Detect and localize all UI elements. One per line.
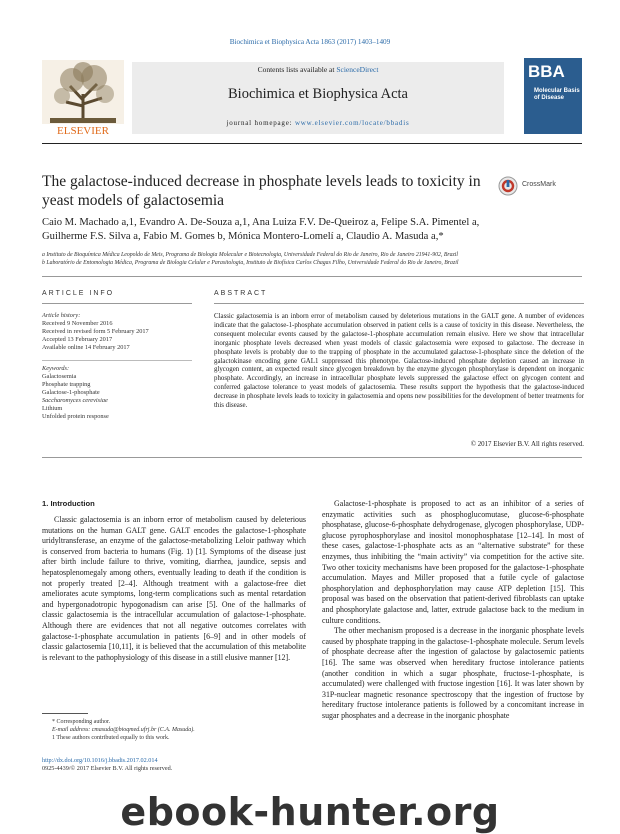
authors-line-1: Caio M. Machado a,1, Evandro A. De-Souza a,1, Ana Luiza F.V. De-Queiroz a, Felipe S.A. Pimentel a,: [42, 217, 480, 228]
homepage-line: [132, 119, 504, 127]
crossmark-icon: [498, 176, 518, 196]
footnote-email[interactable]: E-mail address: cmasuda@bioqmed.ufrj.br (C.A. Masuda).: [52, 727, 195, 733]
keyword: Lithium: [42, 405, 63, 412]
affiliation-rule: [42, 276, 582, 277]
homepage-link[interactable]: www.elsevier.com/locate/bbadis: [294, 119, 410, 127]
footnote-equal-contribution: 1 These authors contributed equally to this work.: [52, 735, 170, 741]
paragraph: Galactose-1-phosphate is proposed to act as an inhibitor of a series of enzymatic activities such as phosphoglucomutase, glucose-6-phosphate phosphatase, glucose-6-phosphate dehydrogenase, glycogen phosphorylase, UDP-glucose pyrophosphorylase and inositol monophosphatase [12–14]. In most of these cases, galactose-1-phosphate acts as an “alternative substrate” for these enzymes, thus inhibiting the “main activity” via competition for the active site. Two other toxicity mechanisms have been proposed for the galactose-1-phosphate accumulation. Mayes and Miller proposed that a futile cycle of galactose phosphorylation and dephosphorylation may cause ATP depletion [15]. This proposal was based on the observation that patient-derived fibroblasts can uptake and phosphorylate galactose and, latter, extrude galactose back to the medium in culture conditions.: [322, 499, 584, 625]
keyword: Phosphate trapping: [42, 381, 91, 388]
elsevier-logo: [42, 60, 124, 138]
abstract-text: Classic galactosemia is an inborn error of metabolism caused by deleterious mutations in the GALT gene. A number of evidences indicate that the galactose-1-phosphate accumulation observed in patient cells is a cause of toxicity in this disease. Nevertheless, the consequent molecular events caused by the galactose-1-phosphate accumulation remain elusive. Here we show that intracellular inorganic phosphate levels decreased when yeast models of classic galactosemia were exposed to galactose. The decrease in phosphate levels is probably due to the trapping of phosphate in the accumulated galactose-1-phosphate since the deletion of the galactokinase encoding gene GAL1 suppressed this phenotype. Galactose-induced phosphate depletion caused an increase in glycogen content, an expected result since glycogen breakdown by the enzyme glycogen phosphorylase is dependent on inorganic phosphate. Accordingly, an increase in intracellular phosphate levels suppressed the galactose effect on glycogen content and conferred galactose tolerance to yeast models of galactosemia. These results support the hypothesis that the galactose-induced decrease in phosphate levels leads to toxicity in galactosemia and opens new possibilities for the development of better treatments for this disease.: [214, 313, 584, 410]
history-label: Article history:: [42, 312, 81, 319]
journal-reference[interactable]: Biochimica et Biophysica Acta 1863 (2017) 1403–1409: [229, 38, 391, 46]
crossmark-badge[interactable]: [498, 176, 588, 196]
doi-block: [42, 757, 322, 773]
journal-title: Biochimica et Biophysica Acta: [228, 86, 408, 102]
sciencedirect-link[interactable]: ScienceDirect: [336, 65, 379, 74]
keyword: Galactosemia: [42, 373, 77, 380]
paragraph: The other mechanism proposed is a decrease in the inorganic phosphate levels caused by phosphate trapping in the galactose-1-phosphate molecule. Serum levels of phosphate decrease after the ingestion of galactose by galactosemic patients [16]. The same was observed when hereditary fructose intolerance patients (another condition in which a sugar phosphate, fructose-1-phosphate, is accumulated) were challenged with fructose ingestion [16]. It was later shown by 31P-nuclear magnetic resonance spectroscopy that the ingestion of fructose by hereditary fructose intolerance patients is followed by a concomitant increase in sugar phosphates and a decrease in the inorganic phosphate: [322, 626, 584, 720]
history-item: Accepted 13 February 2017: [42, 336, 113, 343]
article-info-heading: ARTICLE INFO: [42, 290, 115, 297]
issn-line: 0925-4439/© 2017 Elsevier B.V. All rights reserved.: [42, 765, 173, 772]
affiliation-b: b Laboratório de Entomologia Médica, Programa de Biologia Celular e Parasitologia, Instituto de Biofísica Carlos Chagas Filho, Universidade Federal do Rio de Janeiro, Brazil: [42, 260, 459, 266]
article-title: The galactose-induced decrease in phosphate levels leads to toxicity in yeast models of galactosemia: [42, 173, 481, 209]
footnote-corresponding: * Corresponding author.: [52, 719, 111, 725]
keyword: Saccharomyces cerevisiae: [42, 397, 108, 404]
elsevier-wordmark: ELSEVIER: [57, 125, 109, 137]
history-item: Received 9 November 2016: [42, 320, 113, 327]
paragraph: Classic galactosemia is an inborn error of metabolism caused by deleterious mutations on the human GALT gene. GALT encodes the galactose-1-phosphate uridyltransferase, an enzyme of the galactose-metabolizing Leloir pathway which is conserved from bacteria to humans (Fig. 1) [1]. Symptoms of the disease just after birth include failure to thrive, vomiting, diarrhea, jaundice, sepsis and hepatosplenomegaly among others, eventually leading to death if the condition is not properly treated [2–4]. Although treatment with a galactose-free diet ameliorates acute symptoms, long-term complications such as mental retardation and hypergonadotropic hypogonadism can arise [5]. One of the hallmarks of classic galactosemia is the intracellular accumulation of galactose-1-phosphate. Although there are evidences that not all negative outcomes correlates with galactose-1-phosphate accumulation in patients [6–9] and in other models of classic galactosemia [10,11], it is believed that the accumulation of this metabolite is relevant to the pathophysiology of this disease in a still elusive manner [12].: [42, 515, 306, 662]
journal-cover: [524, 58, 582, 134]
contents-label: Contents lists available at: [257, 65, 337, 74]
abstract-heading: ABSTRACT: [214, 290, 268, 297]
keyword: Unfolded protein response: [42, 413, 109, 420]
keyword: Galactose-1-phosphate: [42, 389, 100, 396]
body-column-right: [322, 499, 584, 721]
info-divider: [42, 360, 192, 361]
article-info-rule: [42, 303, 192, 304]
section-heading-introduction: 1. Introduction: [42, 499, 95, 508]
history-item: Received in revised form 5 February 2017: [42, 328, 149, 335]
affiliation-a: a Instituto de Bioquímica Médica Leopoldo de Meis, Programa de Biologia Molecular e Biotecnologia, Universidade Federal do Rio de Janeiro, Rio de Janeiro 21941-902, Brazil: [42, 252, 459, 258]
authors-line-2: Guilherme F.S. Silva a, Fabio M. Gomes b, Mónica Montero-Lomelí a, Claudio A. Masuda a,*: [42, 231, 444, 242]
crossmark-label: CrossMark: [522, 181, 556, 188]
footnotes: [42, 718, 306, 742]
abstract-copyright: © 2017 Elsevier B.V. All rights reserved.: [470, 441, 584, 448]
journal-masthead: [42, 62, 582, 138]
article-info: [42, 312, 192, 421]
author-list: [42, 216, 582, 244]
keywords-label: Keywords:: [42, 365, 70, 372]
abstract-bottom-rule: [42, 457, 582, 458]
elsevier-tree-icon: [42, 60, 124, 138]
homepage-label: journal homepage:: [226, 119, 295, 127]
cover-subtitle: Molecular Basis of Disease: [534, 88, 580, 101]
contents-line: [132, 65, 504, 74]
body-column-left: [42, 499, 306, 663]
masthead-center: [132, 62, 504, 134]
footnote-rule: [42, 713, 88, 714]
masthead-rule: [42, 143, 582, 144]
cover-title: BBA: [528, 62, 565, 81]
doi-link[interactable]: http://dx.doi.org/10.1016/j.bbadis.2017.02.014: [42, 757, 158, 764]
history-item: Available online 14 February 2017: [42, 344, 130, 351]
watermark-text: ebook-hunter.org: [120, 790, 500, 834]
abstract-rule: [214, 303, 584, 304]
